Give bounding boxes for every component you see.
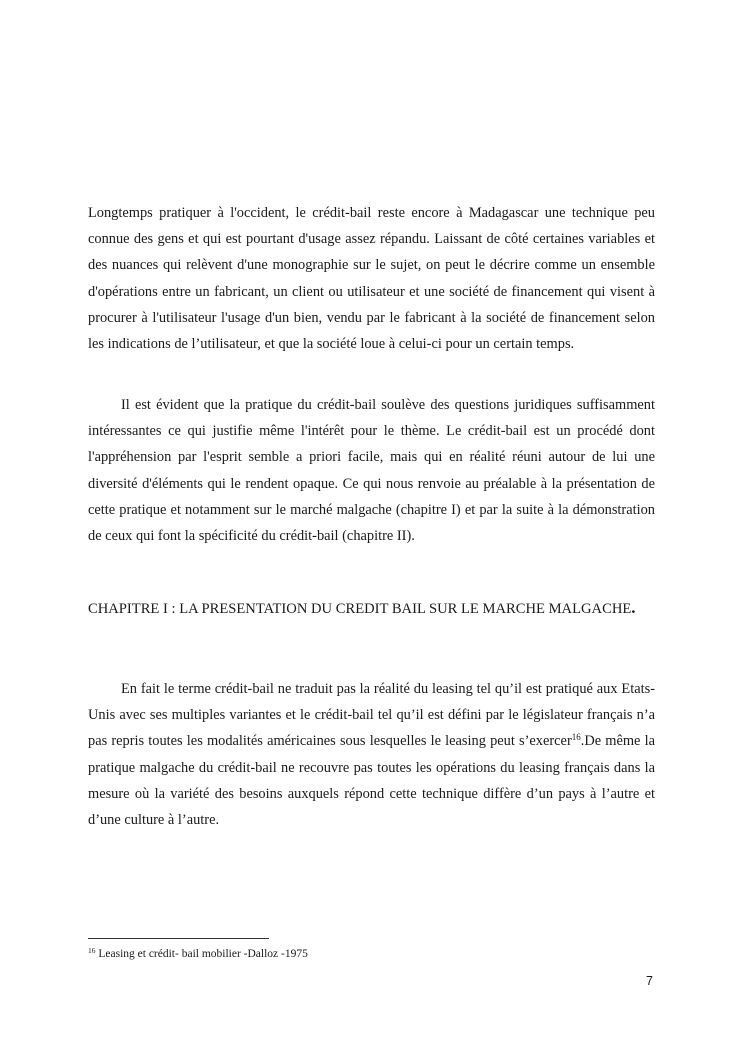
chapter-heading xyxy=(88,597,668,620)
paragraph-intro: Longtemps pratiquer à l'occident, le crédit-bail reste encore à Madagascar une technique peu connue des gens et qui est pourtant d'usage assez répandu. Laissant de côté certaines variables et des nuances qui relèvent d'une monographie sur le sujet, on peut le décrire comme un ensemble d'opérations entre un fabricant, un client ou utilisateur et une société de financement qui visent à procurer à l'utilisateur l'usage d'un bien, vendu par le fabricant à la société de financement selon les indications de l’utilisateur, et que la société loue à celui-ci pour un certain temps. xyxy=(88,205,655,353)
paragraph-terme-part1: En fait le terme crédit-bail ne traduit pas la réalité du leasing tel qu’il est pratiqué aux Etats-Unis avec ses multiples variantes et le crédit-bail tel qu’il est défini par le législateur français n’a pas repris toutes les modalités américaines sous lesquelles le leasing peut s’exercer xyxy=(88,681,655,750)
page-number: 7 xyxy=(646,974,653,988)
footnote-number: 16 xyxy=(88,946,96,955)
chapter-title: CHAPITRE I : LA PRESENTATION DU CREDIT BAIL SUR LE MARCHE MALGACHE xyxy=(88,601,632,617)
chapter-end-mark: . xyxy=(631,598,636,617)
footnote-reference[interactable]: 16 xyxy=(571,732,581,743)
paragraph-terme-part2: .De même la pratique malgache du crédit-bail ne recouvre pas toutes les opérations du leasing français dans la mesure où la variété des besoins auxquels répond cette technique diffère d’un pays à l’autre et d’une culture à l’autre. xyxy=(88,733,655,829)
footnote-text: Leasing et crédit- bail mobilier -Dalloz -1975 xyxy=(95,948,308,960)
footnote xyxy=(88,946,308,962)
paragraph-terme xyxy=(88,676,655,833)
paragraph-evident: Il est évident que la pratique du crédit-bail soulève des questions juridiques suffisamment intéressantes ce qui justifie même l'intérêt pour le thème. Le crédit-bail est un procédé dont l'appréhension par l'esprit semble a priori facile, mais qui en réalité réuni autour de lui une diversité d'éléments qui le rendent opaque. Ce qui nous renvoie au préalable à la présentation de cette pratique et notamment sur le marché malgache (chapitre I) et par la suite à la démonstration de ceux qui font la spécificité du crédit-bail (chapitre II). xyxy=(88,397,655,545)
footnote-separator xyxy=(88,938,269,939)
